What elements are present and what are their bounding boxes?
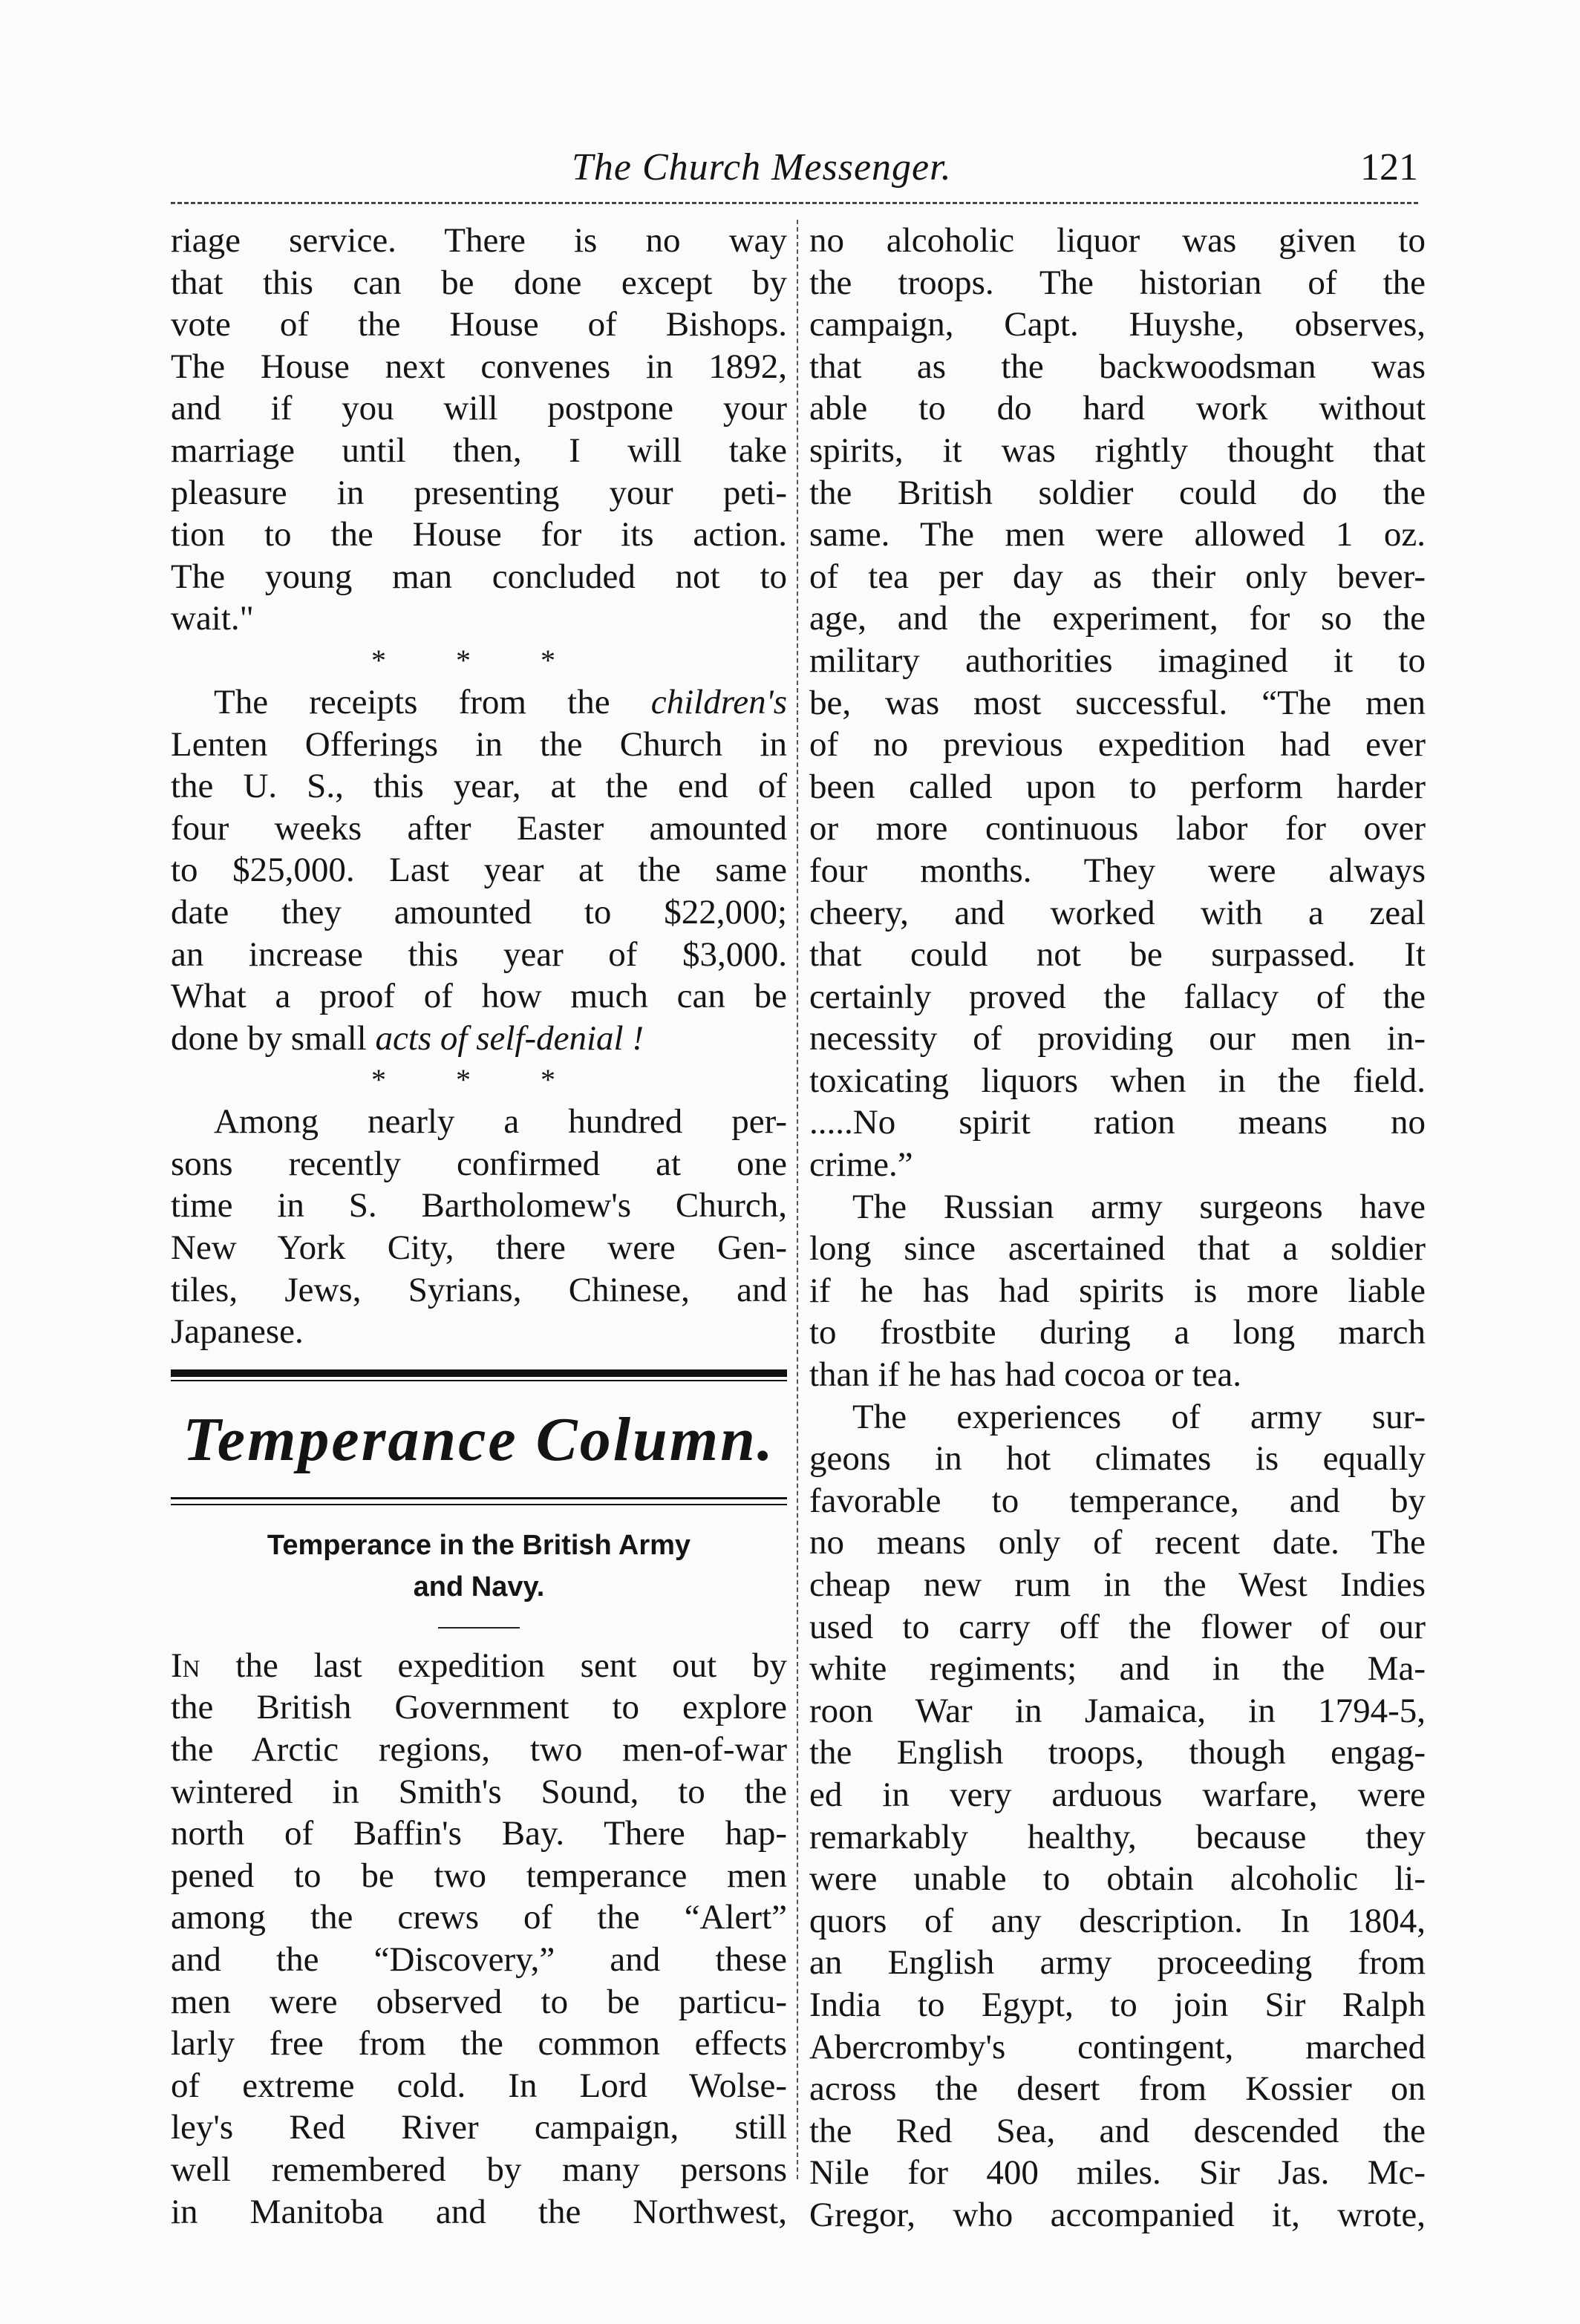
text-line: the British soldier could do the [809, 473, 1426, 512]
article-title-line: Temperance in the British Army [267, 1529, 691, 1561]
section-heading: Temperance Column. [183, 1404, 775, 1474]
text-line: that as the backwoodsman was [809, 347, 1426, 386]
text-line: if he has had spirits is more liable [809, 1271, 1426, 1310]
asterism-separator: * * * [371, 643, 587, 677]
text-line: vote of the House of Bishops. [171, 305, 787, 344]
text-line: The Russian army surgeons have [852, 1187, 1426, 1226]
text-line: roon War in Jamaica, in 1794-5, [809, 1691, 1426, 1730]
text-line: the troops. The historian of the [809, 263, 1426, 302]
text-line: favorable to temperance, and by [809, 1481, 1426, 1520]
text-line: quors of any description. In 1804, [809, 1901, 1426, 1940]
text-line: riage service. There is no way [171, 221, 787, 260]
text-line: well remembered by many persons [171, 2150, 787, 2189]
text-line: of extreme cold. In Lord Wolse- [171, 2066, 787, 2105]
text-line: same. The men were allowed 1 oz. [809, 515, 1426, 554]
page-header [171, 145, 1418, 197]
text-line: In the last expedition sent out by [171, 1646, 787, 1685]
text-line: Gregor, who accompanied it, wrote, [809, 2195, 1426, 2234]
text-line: were unable to obtain alcoholic li- [809, 1859, 1426, 1899]
text-line: What a proof of how much can be [171, 977, 787, 1016]
text-line: toxicating liquors when in the field. [809, 1061, 1426, 1100]
text-line: that this can be done except by [171, 263, 787, 302]
text-line: the Arctic regions, two men-of-war [171, 1730, 787, 1770]
text-line: cheap new rum in the West Indies [809, 1565, 1426, 1604]
text-line: India to Egypt, to join Sir Ralph [809, 1985, 1426, 2024]
title-rule [438, 1627, 520, 1629]
text-line: four weeks after Easter amounted [171, 808, 787, 848]
text-line: crime.” [809, 1145, 913, 1185]
text-line: or more continuous labor for over [809, 809, 1426, 848]
text-line: to frostbite during a long march [809, 1313, 1426, 1352]
section-double-rule [171, 1497, 787, 1505]
page-number: 121 [1360, 146, 1418, 189]
text-line: no means only of recent date. The [809, 1523, 1426, 1562]
confirmation-paragraph [171, 1101, 787, 1353]
text-line: tiles, Jews, Syrians, Chinese, and [171, 1270, 787, 1309]
text-line: of no previous expedition had ever [809, 725, 1426, 765]
text-line: The House next convenes in 1892, [171, 347, 787, 386]
text-line: tion to the House for its action. [171, 515, 787, 554]
text-line: and the “Discovery,” and these [171, 1940, 787, 1979]
text-line: the British Government to explore [171, 1688, 787, 1727]
asterism-separator: * * * [371, 1063, 587, 1097]
text-line: larly free from the common effects [171, 2024, 787, 2063]
article-title-line: and Navy. [413, 1571, 545, 1603]
article-body-paragraph [171, 1645, 787, 2233]
text-line: been called upon to perform harder [809, 767, 1426, 806]
text-line: Abercromby's contingent, marched [809, 2027, 1426, 2066]
text-line: The experiences of army sur- [852, 1397, 1426, 1436]
text-line: New York City, there were Gen- [171, 1228, 787, 1268]
russian-surgeons-paragraph [809, 1186, 1426, 1396]
text-line: of tea per day as their only bever- [809, 557, 1426, 596]
column-divider [797, 220, 798, 2179]
text-line: pleasure in presenting your peti- [171, 473, 787, 512]
text-line: four months. They were always [809, 851, 1426, 890]
running-title: The Church Messenger. [572, 146, 952, 189]
text-line: cheery, and worked with a zeal [809, 893, 1426, 932]
text-line: campaign, Capt. Huyshe, observes, [809, 305, 1426, 344]
header-rule [171, 202, 1418, 204]
drop-word: In [171, 1646, 200, 1685]
text-line: The receipts from the children's [214, 682, 787, 721]
text-line: long since ascertained that a soldier [809, 1229, 1426, 1269]
text-line: the Red Sea, and descended the [809, 2111, 1426, 2150]
text-line: be, was most successful. “The men [809, 683, 1426, 722]
text-line: spirits, it was rightly thought that [809, 431, 1426, 470]
text-line: used to carry off the flower of our [809, 1607, 1426, 1646]
text-line: ed in very arduous warfare, were [809, 1775, 1426, 1814]
text-line: no alcoholic liquor was given to [809, 221, 1426, 260]
text-line: certainly proved the fallacy of the [809, 977, 1426, 1016]
text-line: the U. S., this year, at the end of [171, 767, 787, 806]
text-line: the English troops, though engag- [809, 1733, 1426, 1773]
lenten-offerings-paragraph-cont [171, 724, 787, 1060]
text-line: to $25,000. Last year at the same [171, 851, 787, 890]
text-line: Nile for 400 miles. Sir Jas. Mc- [809, 2153, 1426, 2193]
wolseley-paragraph [809, 220, 1426, 1186]
text-line: ley's Red River campaign, still [171, 2108, 787, 2147]
text-line: in Manitoba and the Northwest, [171, 2192, 787, 2231]
right-column [809, 220, 1426, 2236]
text-line: time in S. Bartholomew's Church, [171, 1186, 787, 1225]
text-line: sons recently confirmed at one [171, 1144, 787, 1183]
text-line: done by small acts of self-denial ! [171, 1018, 644, 1058]
text-line: and if you will postpone your [171, 389, 787, 428]
text-line: The young man concluded not to [171, 557, 787, 596]
text-line: wintered in Smith's Sound, to the [171, 1772, 787, 1811]
text-line: than if he has had cocoa or tea. [809, 1355, 1242, 1395]
text-line: that could not be surpassed. It [809, 935, 1426, 975]
text-line: marriage until then, I will take [171, 431, 787, 470]
text-line: north of Baffin's Bay. There hap- [171, 1814, 787, 1853]
text-line: Among nearly a hundred per- [214, 1102, 787, 1142]
lenten-offerings-paragraph [171, 681, 787, 724]
text-line: date they amounted to $22,000; [171, 892, 787, 932]
text-line: white regiments; and in the Ma- [809, 1649, 1426, 1689]
hot-climates-paragraph [809, 1396, 1426, 2236]
text-line: pened to be two temperance men [171, 1856, 787, 1895]
section-rule-thick [171, 1369, 787, 1377]
text-line: necessity of providing our men in- [809, 1019, 1426, 1058]
text-line: able to do hard work without [809, 389, 1426, 428]
article-title [171, 1525, 787, 1608]
text-line: across the desert from Kossier on [809, 2069, 1426, 2109]
text-line: Japanese. [171, 1312, 304, 1352]
text-line: geons in hot climates is equally [809, 1439, 1426, 1479]
text-line: age, and the experiment, for so the [809, 599, 1426, 638]
text-line: military authorities imagined it to [809, 641, 1426, 680]
text-line: remarkably healthy, because they [809, 1817, 1426, 1856]
text-line: an English army proceeding from [809, 1943, 1426, 1983]
text-line: Lenten Offerings in the Church in [171, 724, 787, 764]
text-line: wait." [171, 599, 254, 638]
text-line: .....No spirit ration means no [809, 1103, 1426, 1142]
text-line: men were observed to be particu- [171, 1982, 787, 2021]
text-line: an increase this year of $3,000. [171, 934, 787, 974]
section-rule-thin [171, 1380, 787, 1381]
text-line: among the crews of the “Alert” [171, 1898, 787, 1937]
marriage-paragraph [171, 220, 787, 640]
left-column [171, 220, 787, 2233]
